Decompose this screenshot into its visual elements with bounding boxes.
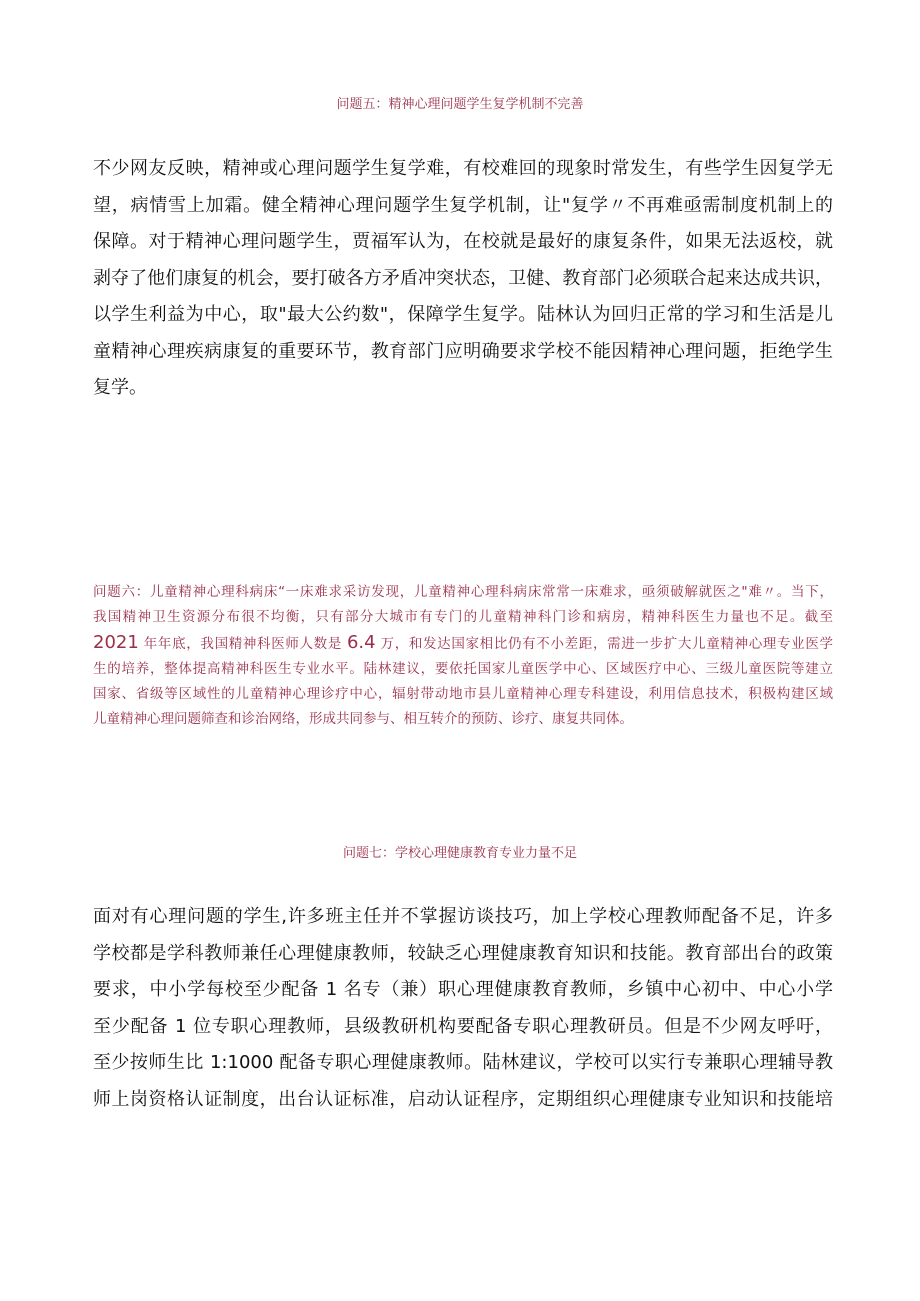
paragraph-line: 问题六：儿童精神心理科病床“一床难求采访发现，儿童精神心理科病床常常一床难求，亟须破解就医之"难〃。当下， (93, 584, 833, 600)
paragraph-text: 年年底，我国精神科医师人数是 (143, 636, 342, 652)
section-7-heading: 问题七：学校心理健康教育专业力量不足 (342, 846, 577, 861)
paragraph-line: 望，病情雪上加霜。健全精神心理问题学生复学机制，让"复学〃不再难亟需制度机制上的 (93, 194, 833, 216)
paragraph-line: 师上岗资格认证制度，出台认证标准，启动认证程序，定期组织心理健康专业知识和技能培 (93, 1088, 833, 1110)
paragraph-line: 复学。 (93, 377, 147, 398)
section-6-paragraph (93, 580, 833, 732)
paragraph-line: 保障。对于精神心理问题学生，贾福军认为，在校就是最好的康复条件，如果无法返校，就 (93, 231, 833, 252)
paragraph-line: 国家、省级等区域性的儿童精神心理诊疗中心，辐射带动地市县儿童精神心理专科建设，利用信息技术，积极构建区域 (93, 686, 833, 702)
paragraph-line: 要求，中小学每校至少配备 1 名专（兼）职心理健康教育教师，乡镇中心初中、中心小学 (93, 979, 833, 1000)
paragraph-line: 学校都是学科教师兼任心理健康教师，较缺乏心理健康教育知识和技能。教育部出台的政策 (93, 942, 833, 964)
paragraph-line: 童精神心理疾病康复的重要环节，教育部门应明确要求学校不能因精神心理问题，拒绝学生 (93, 340, 833, 362)
section-5-heading: 问题五：精神心理问题学生复学机制不完善 (336, 97, 584, 112)
section-5-paragraph (93, 151, 833, 407)
count-figure: 6.4 (346, 632, 376, 653)
paragraph-line: 儿童精神心理问题筛查和诊治网络，形成共同参与、相互转介的预防、诊疗、康复共同体。 (93, 711, 633, 727)
paragraph-line: 至少按师生比 1:1000 配备专职心理健康教师。陆林建议，学校可以实行专兼职心理辅导教 (93, 1052, 833, 1073)
year-figure: 2021 (93, 632, 139, 653)
section-7-paragraph (93, 899, 833, 1118)
paragraph-text: 万，和发达国家相比仍有不小差距，需进一步扩大儿童精神心理专业医学 (380, 636, 833, 652)
paragraph-line-with-figures (93, 630, 833, 657)
paragraph-line: 面对有心理问题的学生,许多班主任并不掌握访谈技巧，加上学校心理教师配备不足，许多 (93, 906, 833, 927)
paragraph-line: 剥夺了他们康复的机会，要打破各方矛盾冲突状态，卫健、教育部门必须联合起来达成共识， (93, 267, 833, 289)
paragraph-line: 不少网友反映，精神或心理问题学生复学难，有校难回的现象时常发生，有些学生因复学无 (93, 158, 833, 179)
paragraph-line: 生的培养，整体提高精神科医生专业水平。陆林建议，要依托国家儿童医学中心、区域医疗中心、三级儿童医院等建立 (93, 661, 833, 677)
paragraph-line: 至少配备 1 位专职心理教师，县级教研机构要配备专职心理教研员。但是不少网友呼吁， (93, 1015, 833, 1037)
paragraph-line: 以学生利益为中心，取"最大公约数"，保障学生复学。陆林认为回归正常的学习和生活是儿 (93, 304, 833, 325)
paragraph-line: 我国精神卫生资源分布很不均衡，只有部分大城市有专门的儿童精神科门诊和病房，精神科医生力量也不足。截至 (93, 609, 833, 625)
